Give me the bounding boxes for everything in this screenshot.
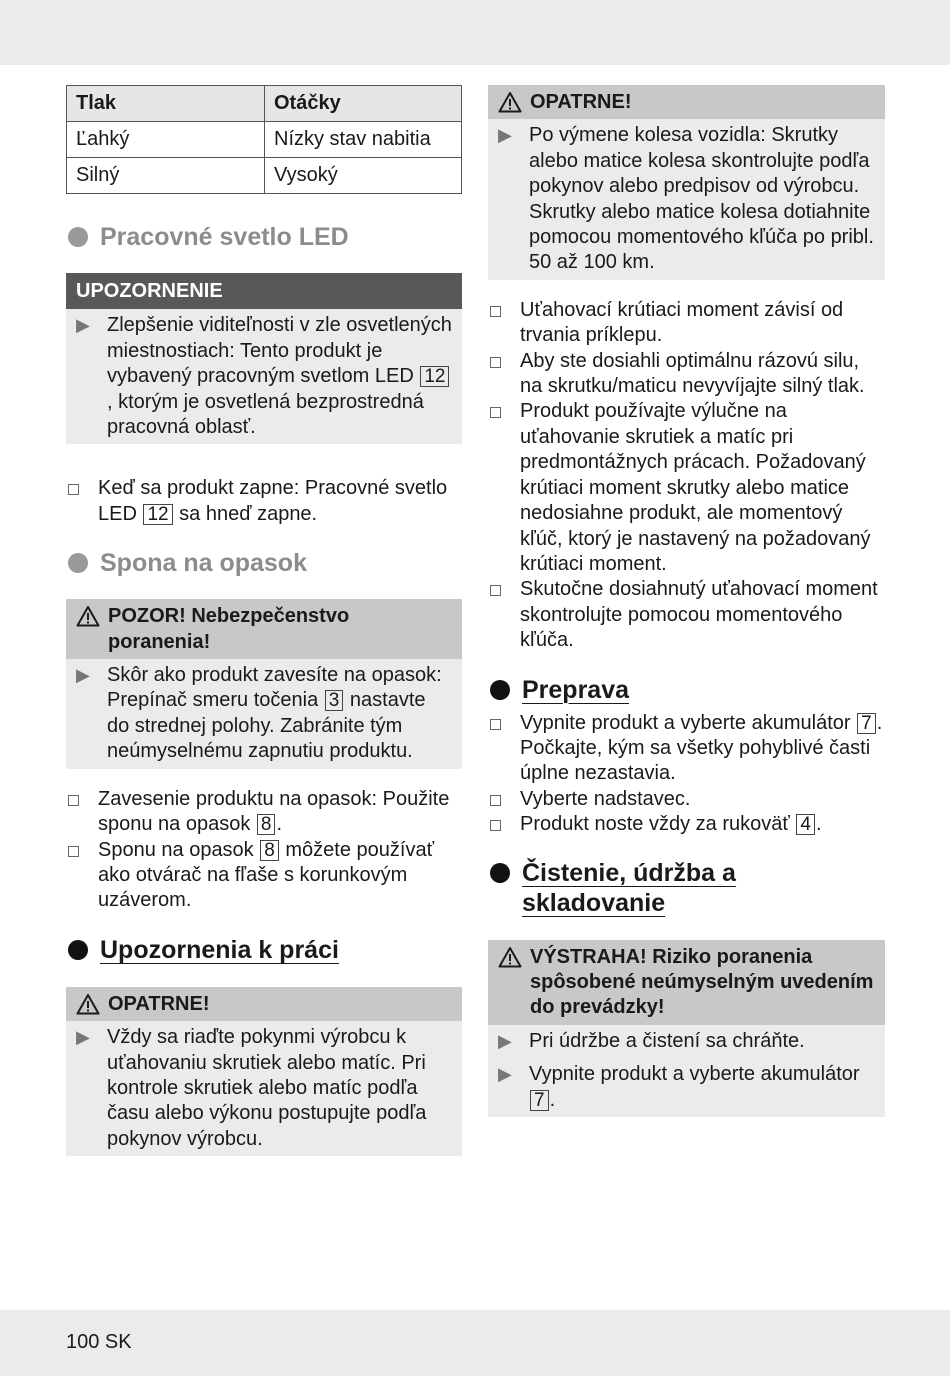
caution-box (66, 987, 462, 1156)
list-item (488, 399, 885, 577)
section-heading-text: Upozornenia k práci (100, 935, 339, 964)
list-item-text: Sponu na opasok 8 môžete používať ako otvárač na fľaše s korunkovým uzáverom. (98, 838, 435, 912)
warning-box-body (488, 1025, 885, 1117)
square-bullet-icon (66, 787, 98, 838)
warning-triangle-icon (498, 946, 522, 968)
section-heading-praca (66, 935, 462, 965)
warning-triangle-icon (76, 993, 100, 1015)
list-item (488, 711, 885, 787)
notice-box-title: UPOZORNENIE (66, 273, 462, 309)
list-item (66, 838, 462, 914)
caution-box (66, 599, 462, 768)
section-heading-text: Pracovné svetlo LED (100, 223, 349, 251)
square-bullet-icon (66, 838, 98, 914)
reference-number: 3 (325, 690, 344, 711)
torque-list (488, 298, 885, 654)
warning-box (488, 940, 885, 1117)
caution-box (488, 85, 885, 280)
triangle-bullet-icon: ▶ (498, 1064, 512, 1085)
list-item-text: Vyberte nadstavec. (520, 787, 691, 810)
section-heading-cistenie (488, 858, 885, 918)
caution-box-body (66, 1021, 462, 1156)
list-item-text: Pri údržbe a čistení sa chráňte. (529, 1029, 805, 1052)
list-item (498, 1029, 875, 1054)
section-heading-led (66, 222, 462, 252)
bullet-dot-icon (490, 863, 510, 883)
square-bullet-icon (488, 298, 520, 349)
list-item-text: Produkt používajte výlučne na uťahovanie skrutiek a matíc pri predmontážnych prácach. Požadovaný krútiaci moment skrutky alebo matice nedosiahne produkt, ale momentový kľúč, ktorý je nastavený na požadovaný krútiaci moment. (520, 400, 871, 575)
square-bullet-icon (488, 577, 520, 653)
table-cell: Ľahký (67, 122, 265, 158)
bullet-dot-icon (68, 553, 88, 573)
caution-box-title: OPATRNE! (488, 85, 885, 119)
bullet-dot-icon (68, 227, 88, 247)
page-footer-band (0, 1310, 950, 1376)
spona-list (66, 787, 462, 914)
section-heading-text: Spona na opasok (100, 549, 307, 578)
warning-triangle-icon (76, 605, 100, 627)
reference-number: 4 (796, 814, 815, 835)
list-item (488, 787, 885, 812)
square-bullet-icon (488, 812, 520, 837)
caution-box-body (66, 659, 462, 769)
square-bullet-icon (488, 711, 520, 787)
bullet-dot-icon (490, 680, 510, 700)
section-heading-preprava (488, 675, 885, 705)
list-item (488, 349, 885, 400)
triangle-bullet-icon: ▶ (498, 125, 512, 146)
table-cell: Vysoký (265, 158, 462, 194)
table-cell: Silný (67, 158, 265, 194)
notice-box-body (66, 309, 462, 444)
square-bullet-icon (488, 349, 520, 400)
list-item-text: Vždy sa riaďte pokynmi výrobcu k uťahovaniu skrutiek alebo matíc. Pri kontrole skrutiek alebo matíc podľa času alebo výkonu postupujte podľa pokynov výrobcu. (107, 1026, 427, 1150)
list-item (488, 812, 885, 837)
list-item-text: Skutočne dosiahnutý uťahovací moment skontrolujte pomocou momentového kľúča. (520, 578, 878, 652)
list-item-text: Zlepšenie viditeľnosti v zle osvetlených miestnostiach: Tento produkt je vybavený pracovným svetlom LED 12, ktorým je osvetlená bezprostredná pracovná oblasť. (107, 314, 452, 439)
section-heading-text: Čistenie, údržba a skladovanie (522, 858, 736, 917)
right-column (488, 85, 885, 1117)
list-item (498, 123, 875, 275)
preprava-list (488, 711, 885, 838)
square-bullet-icon (66, 476, 98, 527)
list-item (76, 313, 452, 440)
table-header-cell: Tlak (67, 86, 265, 122)
triangle-bullet-icon: ▶ (76, 315, 90, 336)
triangle-bullet-icon: ▶ (76, 665, 90, 686)
section-heading-spona (66, 548, 462, 578)
bullet-dot-icon (68, 940, 88, 960)
pressure-speed-table (66, 85, 462, 194)
reference-number: 7 (530, 1090, 549, 1111)
list-item (488, 298, 885, 349)
square-bullet-icon (488, 787, 520, 812)
left-column (66, 85, 462, 1156)
led-list (66, 476, 462, 527)
list-item-text: Vypnite produkt a vyberte akumulátor 7 . (529, 1063, 860, 1111)
square-bullet-icon (488, 399, 520, 577)
table-row (67, 122, 462, 158)
list-item (488, 577, 885, 653)
table-header-row (67, 86, 462, 122)
list-item-text: Keď sa produkt zapne: Pracovné svetlo LED 12 sa hneď zapne. (98, 477, 448, 525)
reference-number: 8 (257, 814, 276, 835)
reference-number: 7 (857, 713, 876, 734)
list-item (66, 787, 462, 838)
list-item-text: Zavesenie produktu na opasok: Použite sponu na opasok 8 . (98, 787, 450, 836)
caution-box-title: OPATRNE! (66, 987, 462, 1021)
page-number: 100 SK (66, 1331, 132, 1353)
reference-number: 12 (143, 504, 172, 525)
list-item (498, 1062, 875, 1113)
warning-triangle-icon (498, 91, 522, 113)
list-item-text: Aby ste dosiahli optimálnu rázovú silu, na skrutku/maticu nevyvíjajte silný tlak. (520, 349, 865, 398)
list-item-text: Uťahovací krútiaci moment závisí od trvania príklepu. (520, 298, 844, 347)
table-row (67, 158, 462, 194)
warning-box-title: VÝSTRAHA! Riziko poranenia spôsobené neúmyselným uvedením do prevádzky! (488, 940, 885, 1025)
list-item (76, 663, 452, 765)
list-item (76, 1025, 452, 1152)
triangle-bullet-icon: ▶ (76, 1027, 90, 1048)
table-header-cell: Otáčky (265, 86, 462, 122)
caution-box-body (488, 119, 885, 279)
list-item-text: Skôr ako produkt zavesíte na opasok: Prepínač smeru točenia 3 nastavte do strednej polohy. Zabránite tým neúmyselnému zapnutiu produktu. (107, 664, 442, 763)
section-heading-text: Preprava (522, 675, 630, 704)
list-item-text: Produkt noste vždy za rukoväť 4 . (520, 813, 822, 836)
triangle-bullet-icon: ▶ (498, 1030, 512, 1051)
notice-box (66, 273, 462, 444)
list-item-text: Vypnite produkt a vyberte akumulátor 7 . Počkajte, kým sa všetky pohyblivé časti úplne nezastavia. (520, 711, 883, 785)
page-top-band (0, 0, 950, 65)
table-cell: Nízky stav nabitia (265, 122, 462, 158)
reference-number: 8 (260, 840, 279, 861)
caution-box-title: POZOR! Nebezpečenstvo poranenia! (66, 599, 462, 659)
list-item (66, 476, 462, 527)
reference-number: 12 (420, 366, 449, 387)
list-item-text: Po výmene kolesa vozidla: Skrutky alebo matice kolesa skontrolujte podľa pokynov alebo predpisov od výrobcu. Skrutky alebo matice kolesa dotiahnite pomocou momentového kľúča po pribl. 50 až 100 km. (529, 124, 874, 274)
